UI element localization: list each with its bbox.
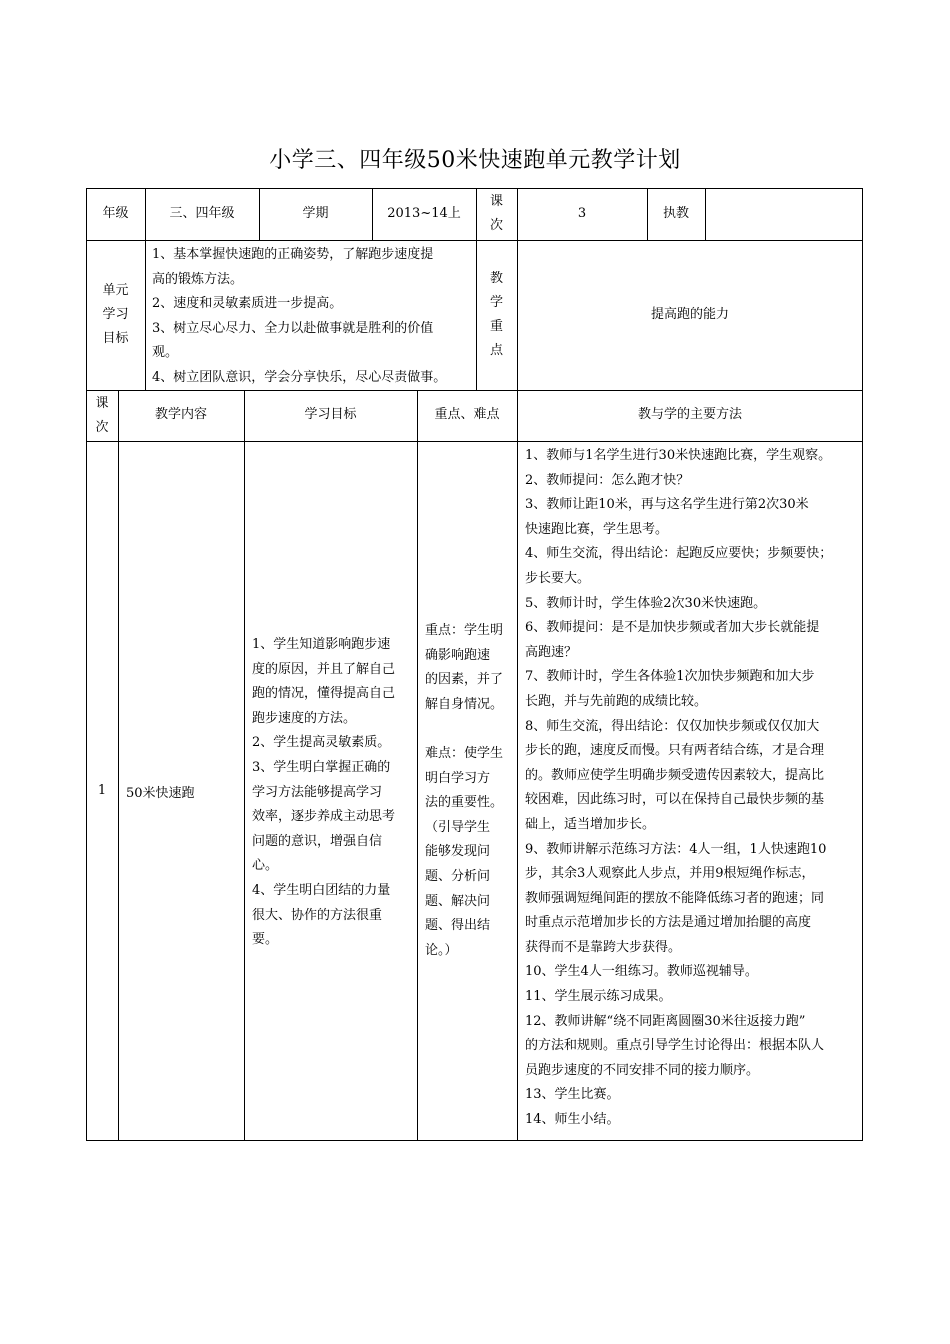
method-line: 高跑速？ (525, 644, 578, 660)
lesson-objectives (252, 633, 412, 953)
method-line: 9、教师讲解示范练习方法：4人一组，1人快速跑10 (525, 841, 827, 857)
unit-goals-label-line: 学习 (102, 307, 129, 322)
method-line: 步长的跑，速度反而慢。只有两者结合练，才是合理 (525, 743, 825, 759)
objective-line: 2、学生提高灵敏素质。 (252, 735, 391, 751)
term-label: 学期 (302, 205, 329, 221)
key-point-line: 论。） (425, 942, 458, 958)
unit-goals-text (152, 243, 474, 391)
method-line: 教师强调短绳间距的摆放不能降低练习者的跑速；同 (525, 890, 825, 906)
method-line: 长跑，并与先前跑的成绩比较。 (525, 693, 708, 709)
objective-line: 效率，逐步养成主动思考 (252, 809, 396, 825)
method-line: 员跑步速度的不同安排不同的接力顺序。 (525, 1062, 760, 1078)
objective-line: 4、学生明白团结的力量 (252, 882, 391, 898)
key-point-line: 解自身情况。 (425, 696, 504, 712)
key-point-line: 重点：学生明 (425, 623, 504, 638)
teaching-focus-label-char: 重 (489, 319, 503, 334)
unit-goal-line: 4、树立团队意识，学会分享快乐，尽心尽责做事。 (152, 369, 447, 385)
method-line: 础上，适当增加步长。 (525, 816, 656, 832)
objective-line: 1、学生知道影响跑步速 (252, 637, 391, 652)
col-header-content: 教学内容 (154, 407, 207, 423)
objective-line: 很大、协作的方法很重 (252, 907, 383, 923)
key-point-line: （引导学生 (425, 819, 491, 835)
objective-line: 要。 (252, 932, 279, 948)
method-line: 3、教师让距10米，再与这名学生进行第2次30米 (525, 497, 809, 513)
col-divider (517, 390, 518, 1141)
teaching-focus-value: 提高跑的能力 (650, 306, 729, 322)
lessons-value: 3 (577, 205, 587, 221)
col-header-key-points: 重点、难点 (434, 407, 500, 423)
method-line: 10、学生4人一组练习。教师巡视辅导。 (525, 964, 758, 980)
col-header-methods: 教与学的主要方法 (637, 407, 742, 423)
col-header-lesson-no-char: 课 (95, 395, 109, 411)
term-value: 2013~14上 (387, 205, 461, 221)
lessons-label (476, 188, 517, 240)
lessons-label-char: 次 (489, 218, 503, 233)
key-point-line: 的因素，并了 (425, 672, 504, 688)
teacher-label: 执教 (662, 205, 689, 221)
teaching-focus-label (476, 240, 517, 390)
method-line: 时重点示范增加步长的方法是通过增加抬腿的高度 (525, 915, 812, 931)
key-point-line: 难点：使学生 (425, 745, 504, 761)
teaching-focus-label-char: 点 (489, 343, 503, 358)
unit-goal-line: 2、速度和灵敏素质进一步提高。 (152, 296, 343, 312)
objective-line: 学习方法能够提高学习 (252, 784, 383, 800)
col-divider (145, 240, 146, 390)
objective-line: 跑的情况，懂得提高自己 (252, 686, 396, 702)
method-line: 步长要大。 (525, 570, 591, 586)
row-divider (86, 441, 863, 442)
unit-goals-label-line: 目标 (102, 331, 129, 346)
objective-line: 3、学生明白掌握正确的 (252, 759, 391, 775)
lesson-number: 1 (97, 782, 107, 798)
objective-line: 心。 (252, 858, 279, 874)
key-point-line: 法的重要性。 (425, 795, 504, 811)
key-point-line: 确影响跑速 (425, 647, 491, 663)
method-line: 12、教师讲解“绕不同距离圆圈30米往返接力跑” (525, 1013, 806, 1029)
method-line: 获得而不是靠跨大步获得。 (525, 939, 682, 955)
unit-goal-line: 3、树立尽心尽力、全力以赴做事就是胜利的价值 (152, 320, 434, 336)
method-line: 的方法和规则。重点引导学生讨论得出：根据本队人 (525, 1038, 825, 1054)
key-point-line: 题、解决问 (425, 893, 491, 909)
teaching-focus-label-char: 教 (489, 271, 503, 286)
lesson-content: 50米快速跑 (126, 786, 195, 801)
method-line: 7、教师计时，学生各体验1次加快步频跑和加大步 (525, 669, 815, 685)
unit-goals-label-line: 单元 (102, 283, 129, 298)
grade-label: 年级 (102, 205, 129, 221)
unit-goals-label (86, 240, 145, 390)
method-line: 14、师生小结。 (525, 1112, 620, 1128)
method-line: 步，其余3人观察此人步点，并用9根短绳作标志， (525, 866, 815, 882)
lesson-key-points (425, 619, 513, 963)
objective-line: 问题的意识，增强自信 (252, 833, 383, 849)
lesson-methods (525, 444, 859, 1133)
teacher-value (705, 188, 863, 240)
method-line: 4、师生交流，得出结论：起跑反应要快；步频要快； (525, 546, 833, 562)
objective-line: 跑步速度的方法。 (252, 710, 357, 726)
col-header-objectives: 学习目标 (304, 407, 357, 423)
grade-value: 三、四年级 (169, 205, 235, 221)
unit-goal-line: 高的锻炼方法。 (152, 271, 244, 287)
method-line: 8、师生交流，得出结论：仅仅加快步频或仅仅加大 (525, 718, 820, 734)
method-line: 较困难，因此练习时，可以在保持自己最快步频的基 (525, 792, 825, 808)
key-point-spacer (425, 717, 513, 742)
method-line: 2、教师提问：怎么跑才快？ (525, 472, 690, 488)
method-line: 1、教师与1名学生进行30米快速跑比赛，学生观察。 (525, 448, 832, 463)
page-title: 小学三、四年级50米快速跑单元教学计划 (269, 148, 681, 173)
method-line: 6、教师提问：是不是加快步频或者加大步长就能提 (525, 620, 820, 636)
col-divider (244, 390, 245, 1141)
key-point-line: 题、得出结 (425, 918, 491, 934)
lessons-label-char: 课 (489, 194, 503, 209)
key-point-line: 能够发现问 (425, 844, 491, 860)
unit-goal-line: 观。 (152, 345, 179, 361)
unit-goal-line: 1、基本掌握快速跑的正确姿势，了解跑步速度提 (152, 247, 434, 262)
col-divider (118, 390, 119, 1141)
key-point-line: 明白学习方 (425, 770, 491, 786)
method-line: 快速跑比赛，学生思考。 (525, 521, 669, 537)
objective-line: 度的原因，并且了解自己 (252, 661, 396, 677)
method-line: 5、教师计时，学生体验2次30米快速跑。 (525, 595, 767, 611)
method-line: 13、学生比赛。 (525, 1087, 620, 1103)
col-header-lesson-no (86, 390, 118, 441)
method-line: 11、学生展示练习成果。 (525, 989, 672, 1005)
method-line: 的。教师应使学生明确步频受遗传因素较大，提高比 (525, 767, 825, 783)
teaching-focus-label-char: 学 (489, 295, 503, 310)
key-point-line: 题、分析问 (425, 868, 491, 884)
col-header-lesson-no-char: 次 (95, 419, 109, 435)
col-divider (417, 390, 418, 1141)
